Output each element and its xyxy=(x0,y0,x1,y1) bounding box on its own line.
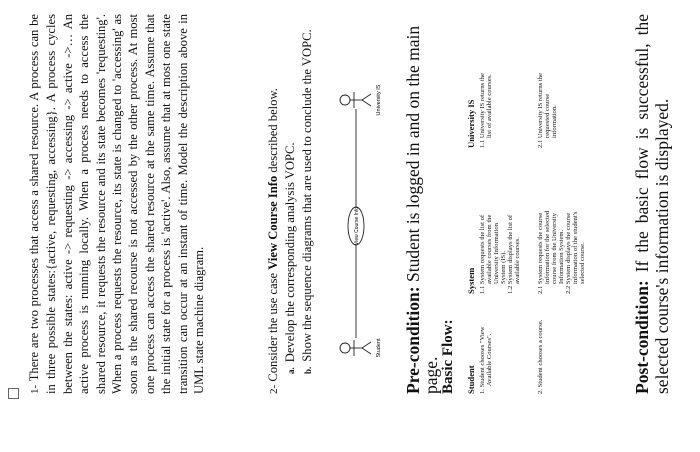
row1-system-line5: 1.2 System displays the list of xyxy=(507,214,514,294)
row2-system-line2: information for the selected xyxy=(544,210,551,284)
postcondition-label: Post-condition: xyxy=(632,280,652,394)
question-2-number: 2- xyxy=(268,384,280,394)
precondition xyxy=(404,14,440,394)
row2-system-line3: course from the University xyxy=(551,213,558,284)
precondition-label: Pre-condition: xyxy=(403,286,423,394)
header-university-is: University IS xyxy=(466,99,476,148)
row1-system-line3: University Information xyxy=(493,223,500,284)
row2-system-line7: selected course. xyxy=(579,242,586,284)
row2-uis-line3: information. xyxy=(551,105,558,138)
row1-system-line6: available courses. xyxy=(514,237,521,284)
table-row xyxy=(537,73,586,394)
row1-student-line2: Available Courses". xyxy=(486,333,493,386)
subquestion-a-mark: a. xyxy=(286,367,296,374)
use-case-name: View Course Info xyxy=(266,175,280,270)
postcondition xyxy=(632,14,672,394)
header-system: System xyxy=(466,267,476,294)
subquestion-b-mark: b. xyxy=(303,366,313,374)
postcondition-text: If the basic flow is successful, the selected course's information is displayed. xyxy=(632,14,672,394)
row2-system-line5: 2.2 System displays the course xyxy=(565,212,572,294)
row2-system-line6: information of the student's xyxy=(572,211,579,284)
table-row xyxy=(479,73,521,394)
row1-uis-line1: 1.1 University IS returns the xyxy=(479,73,486,148)
row1-system-line2: available courses from the xyxy=(486,214,493,284)
question-1-number: 1- xyxy=(29,384,41,394)
row2-uis-line2: requested course xyxy=(544,93,551,138)
row1-uis-line2: list of available courses. xyxy=(486,74,493,138)
question-2-intro: Consider the use case xyxy=(266,269,280,382)
row2-system-line1: 2.1 System requests the course xyxy=(537,212,544,294)
row1-student-line1: 1. Student chooses "View xyxy=(479,326,486,394)
basic-flow-table xyxy=(466,73,586,394)
subquestion-b-text: Show the sequence diagrams that are used to conclude the VOPC. xyxy=(300,29,314,362)
precondition-text: Student is logged in and on the main page. xyxy=(403,25,441,394)
row2-uis-line1: 2.1 University IS returns the xyxy=(537,73,544,148)
basic-flow-heading: Basic Flow: xyxy=(440,319,456,394)
student-actor-label: Student xyxy=(376,338,382,358)
header-student: Student xyxy=(466,365,476,394)
question-1-text: There are two processes that access a shared resource. A process can be in three possible states:{active, requesting, accessing}. A process cycles between the states: active -> requesting -> accessing -> active ->… An active process is running locally. When a process needs to access the shared resource, it requests the resource and its state becomes 'requesting'. When a process requests the resource, its state is changed to 'accessing' as soon as the shared recourse is not accessed by the other process. At most one process can access the shared resource at the same time. Assume that the initial state for a process is 'active'. Also, assume that at most one state transition can occur at an instant of time. Model the description above in UML state machine diagram. xyxy=(27,14,207,394)
question-2-intro-end: described below. xyxy=(266,88,280,176)
subquestion-a-text: Develop the corresponding analysis VOPC. xyxy=(283,142,297,363)
university-is-actor-label: University IS xyxy=(376,84,382,116)
row2-student-line1: 2. Student chooses a course. xyxy=(537,319,544,394)
university-is-actor xyxy=(340,92,371,108)
student-actor xyxy=(340,340,371,356)
row1-system-line1: 1.1 System requests the list of xyxy=(479,214,486,294)
row2-system-line4: Information System. xyxy=(558,229,565,284)
row1-system-line4: System (IS). xyxy=(500,251,507,284)
usecase-label: View Course Info xyxy=(354,207,360,245)
